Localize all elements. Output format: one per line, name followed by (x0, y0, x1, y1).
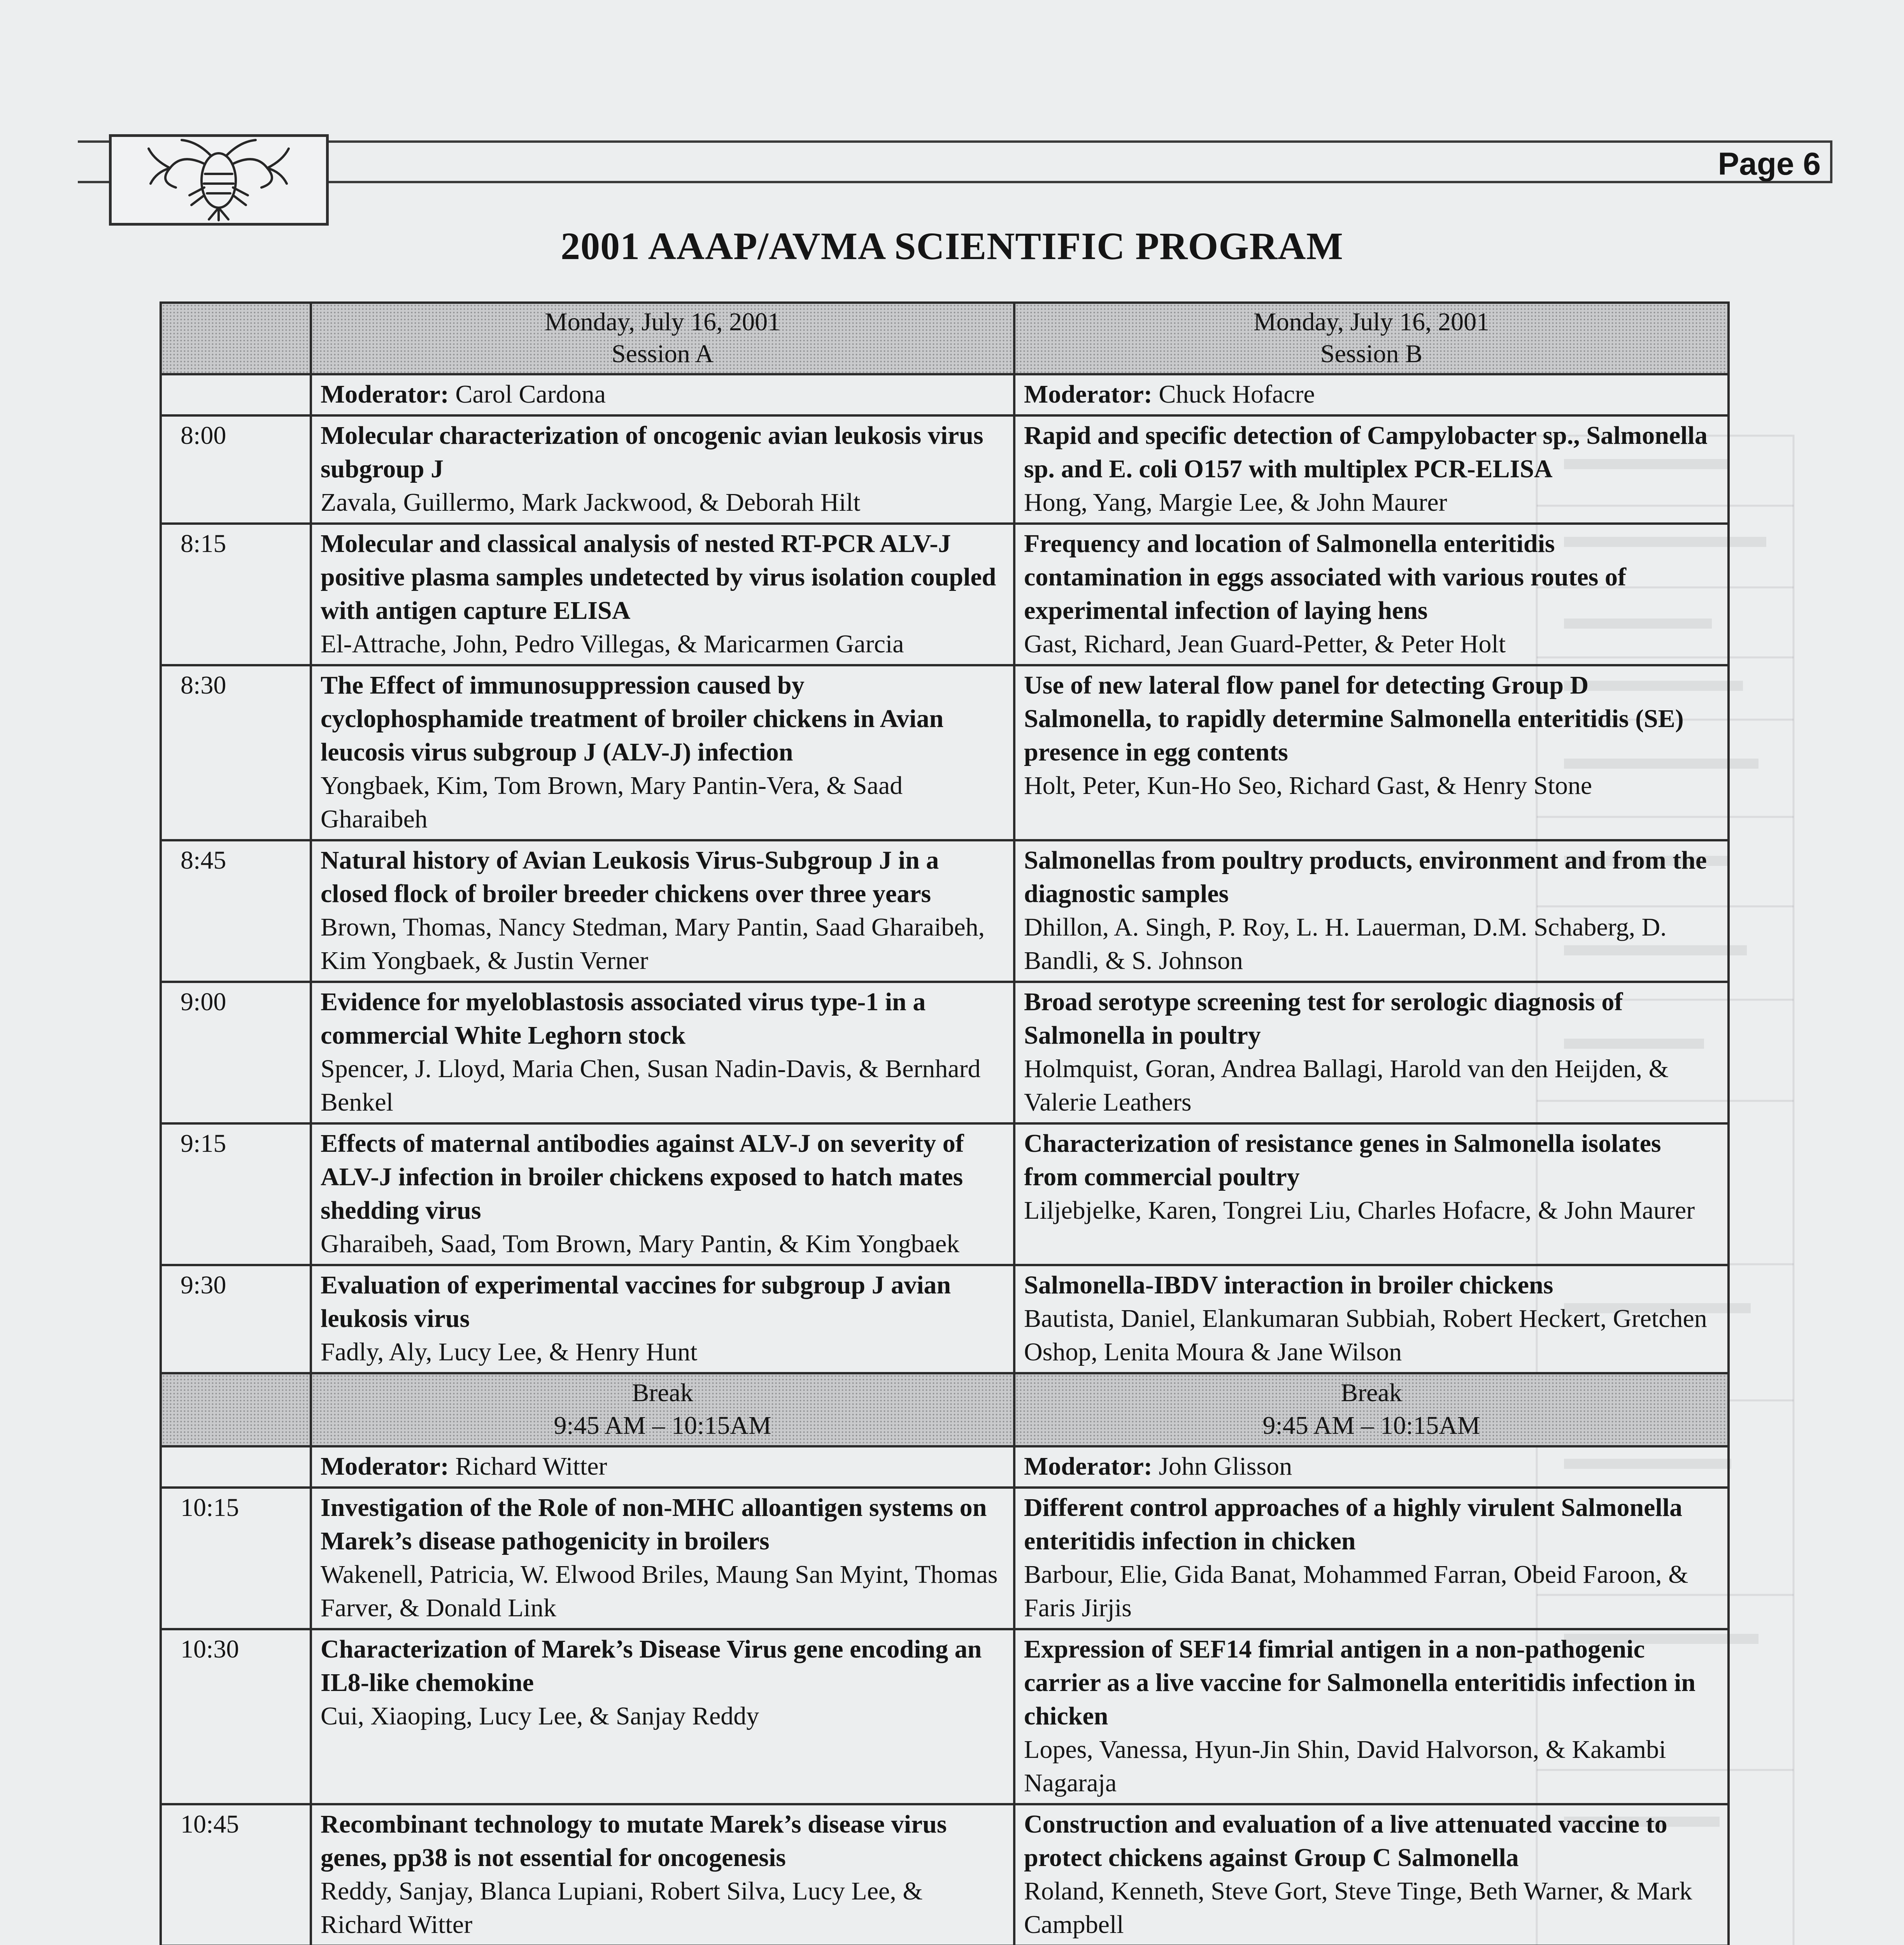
talk-authors: Dhillon, A. Singh, P. Roy, L. H. Lauerman, D.M. Schaberg, D. Bandli, & S. Johnson (1024, 913, 1667, 975)
moderator-b-cell (1014, 374, 1729, 415)
talk-title: Investigation of the Role of non-MHC alloantigen systems on Marek’s disease pathogenicity in broilers (321, 1493, 987, 1555)
session-b-talk (1014, 982, 1729, 1123)
talk-title: Molecular and classical analysis of nested RT-PCR ALV-J positive plasma samples undetected by virus isolation coupled with antigen capture ELISA (321, 529, 996, 625)
talk-title: Construction and evaluation of a live attenuated vaccine to protect chickens against Group C Salmonella (1024, 1810, 1667, 1872)
talk-authors: Fadly, Aly, Lucy Lee, & Henry Hunt (321, 1338, 698, 1366)
talk-title: Expression of SEF14 fimrial antigen in a non-pathogenic carrier as a live vaccine for Salmonella enteritidis infection in chicken (1024, 1635, 1696, 1730)
talk-title: Rapid and specific detection of Campylobacter sp., Salmonella sp. and E. coli O157 with multiplex PCR-ELISA (1024, 421, 1708, 483)
talk-row (161, 524, 1729, 665)
session-a-day: Monday, July 16, 2001 (544, 308, 781, 336)
talk-authors: Wakenell, Patricia, W. Elwood Briles, Maung San Myint, Thomas Farver, & Donald Link (321, 1560, 998, 1622)
session-header-row (161, 303, 1729, 374)
moderator-a-cell (311, 374, 1014, 415)
moderator-a-cell (311, 1446, 1014, 1488)
talk-title: Characterization of Marek’s Disease Virus gene encoding an IL8-like chemokine (321, 1635, 982, 1697)
talk-authors: Brown, Thomas, Nancy Stedman, Mary Pantin, Saad Gharaibeh, Kim Yongbaek, & Justin Verner (321, 913, 985, 975)
time-slot: 10:30 (161, 1629, 311, 1804)
talk-title: The Effect of immunosuppression caused by cyclophosphamide treatment of broiler chickens in Avian leucosis virus subgroup J (ALV-J) infection (321, 671, 944, 766)
talk-title: Characterization of resistance genes in Salmonella isolates from commercial poultry (1024, 1129, 1661, 1191)
talk-row (161, 1123, 1729, 1265)
moderator-label: Moderator: (321, 380, 449, 408)
talk-authors: Reddy, Sanjay, Blanca Lupiani, Robert Silva, Lucy Lee, & Richard Witter (321, 1877, 923, 1939)
talk-row (161, 840, 1729, 982)
talk-title: Recombinant technology to mutate Marek’s disease virus genes, pp38 is not essential for oncogenesis (321, 1810, 947, 1872)
talk-row (161, 982, 1729, 1123)
talk-authors: Cui, Xiaoping, Lucy Lee, & Sanjay Reddy (321, 1702, 759, 1730)
talk-row (161, 1804, 1729, 1945)
page-number: Page 6 (1718, 146, 1821, 182)
session-b-talk (1014, 524, 1729, 665)
talk-authors: Gast, Richard, Jean Guard-Petter, & Peter Holt (1024, 630, 1506, 658)
page-header (78, 134, 1832, 193)
talk-row (161, 1488, 1729, 1629)
break-label: Break (632, 1379, 693, 1407)
time-slot: 10:15 (161, 1488, 311, 1629)
talk-authors: Zavala, Guillermo, Mark Jackwood, & Deborah Hilt (321, 488, 861, 517)
moderator-a-name: Richard Witter (455, 1452, 607, 1481)
moderator-b-name: John Glisson (1159, 1452, 1292, 1481)
moderator-row (161, 1446, 1729, 1488)
session-b-talk (1014, 415, 1729, 524)
moderator-label: Moderator: (321, 1452, 449, 1481)
time-slot: 9:00 (161, 982, 311, 1123)
talk-row (161, 665, 1729, 840)
session-a-talk (311, 665, 1014, 840)
session-b-day: Monday, July 16, 2001 (1253, 308, 1490, 336)
logo-box (109, 134, 329, 226)
session-a-talk (311, 840, 1014, 982)
talk-title: Use of new lateral flow panel for detecting Group D Salmonella, to rapidly determine Salmonella enteritidis (SE) presence in egg contents (1024, 671, 1684, 766)
moderator-time-cell (161, 374, 311, 415)
time-slot: 10:45 (161, 1804, 311, 1945)
time-slot: 9:30 (161, 1265, 311, 1373)
talk-title: Different control approaches of a highly virulent Salmonella enteritidis infection in chicken (1024, 1493, 1683, 1555)
talk-authors: Holt, Peter, Kun-Ho Seo, Richard Gast, & Henry Stone (1024, 771, 1592, 800)
header-frame (78, 140, 1832, 183)
break-b-cell (1014, 1373, 1729, 1446)
break-a-cell (311, 1373, 1014, 1446)
session-a-talk (311, 1629, 1014, 1804)
session-b-talk (1014, 1123, 1729, 1265)
talk-row (161, 415, 1729, 524)
moderator-a-name: Carol Cardona (455, 380, 606, 408)
talk-authors: Barbour, Elie, Gida Banat, Mohammed Farran, Obeid Faroon, & Faris Jirjis (1024, 1560, 1688, 1622)
talk-title: Frequency and location of Salmonella enteritidis contamination in eggs associated with various routes of experimental infection of laying hens (1024, 529, 1626, 625)
talk-title: Natural history of Avian Leukosis Virus-Subgroup J in a closed flock of broiler breeder chickens over three years (321, 846, 939, 908)
time-slot: 8:00 (161, 415, 311, 524)
talk-authors: Gharaibeh, Saad, Tom Brown, Mary Pantin, & Kim Yongbaek (321, 1230, 960, 1258)
moderator-b-cell (1014, 1446, 1729, 1488)
time-slot: 9:15 (161, 1123, 311, 1265)
session-a-talk (311, 415, 1014, 524)
moderator-b-name: Chuck Hofacre (1159, 380, 1315, 408)
talk-row (161, 1265, 1729, 1373)
break-time-cell (161, 1373, 311, 1446)
session-a-talk (311, 982, 1014, 1123)
session-a-name: Session A (611, 340, 714, 368)
talk-authors: Hong, Yang, Margie Lee, & John Maurer (1024, 488, 1447, 517)
session-a-talk (311, 1265, 1014, 1373)
session-b-talk (1014, 1265, 1729, 1373)
talk-authors: Roland, Kenneth, Steve Gort, Steve Tinge, Beth Warner, & Mark Campbell (1024, 1877, 1692, 1939)
break-label: Break (1341, 1379, 1402, 1407)
talk-title: Effects of maternal antibodies against ALV-J on severity of ALV-J infection in broiler chickens exposed to hatch mates shedding virus (321, 1129, 964, 1225)
session-a-talk (311, 1488, 1014, 1629)
talk-title: Broad serotype screening test for serologic diagnosis of Salmonella in poultry (1024, 988, 1623, 1050)
talk-authors: Spencer, J. Lloyd, Maria Chen, Susan Nadin-Davis, & Bernhard Benkel (321, 1055, 981, 1116)
session-b-name: Session B (1320, 340, 1423, 368)
header-time-cell (161, 303, 311, 374)
talk-authors: Lopes, Vanessa, Hyun-Jin Shin, David Halvorson, & Kakambi Nagaraja (1024, 1735, 1666, 1797)
session-b-header (1014, 303, 1729, 374)
talk-title: Evidence for myeloblastosis associated virus type-1 in a commercial White Leghorn stock (321, 988, 926, 1050)
talk-authors: Yongbaek, Kim, Tom Brown, Mary Pantin-Vera, & Saad Gharaibeh (321, 771, 903, 833)
break-time: 9:45 AM – 10:15AM (554, 1411, 771, 1440)
break-time: 9:45 AM – 10:15AM (1262, 1411, 1480, 1440)
talk-title: Evaluation of experimental vaccines for subgroup J avian leukosis virus (321, 1271, 951, 1333)
program-title: 2001 AAAP/AVMA SCIENTIFIC PROGRAM (561, 224, 1343, 268)
talk-title: Salmonella-IBDV interaction in broiler chickens (1024, 1271, 1553, 1299)
session-b-talk (1014, 1629, 1729, 1804)
session-a-talk (311, 1804, 1014, 1945)
time-slot: 8:30 (161, 665, 311, 840)
talk-title: Salmonellas from poultry products, environment and from the diagnostic samples (1024, 846, 1707, 908)
moderator-row (161, 374, 1729, 415)
moderator-time-cell (161, 1446, 311, 1488)
talk-row (161, 1629, 1729, 1804)
session-a-talk (311, 524, 1014, 665)
talk-authors: El-Attrache, John, Pedro Villegas, & Maricarmen Garcia (321, 630, 904, 658)
talk-authors: Bautista, Daniel, Elankumaran Subbiah, Robert Heckert, Gretchen Oshop, Lenita Moura & Jane Wilson (1024, 1304, 1707, 1366)
talk-title: Molecular characterization of oncogenic avian leukosis virus subgroup J (321, 421, 984, 483)
moderator-label: Moderator: (1024, 1452, 1152, 1481)
session-b-talk (1014, 1488, 1729, 1629)
time-slot: 8:45 (161, 840, 311, 982)
session-a-header (311, 303, 1014, 374)
talk-authors: Holmquist, Goran, Andrea Ballagi, Harold van den Heijden, & Valerie Leathers (1024, 1055, 1669, 1116)
break-row (161, 1373, 1729, 1446)
session-a-talk (311, 1123, 1014, 1265)
moderator-label: Moderator: (1024, 380, 1152, 408)
talk-authors: Liljebjelke, Karen, Tongrei Liu, Charles Hofacre, & John Maurer (1024, 1196, 1695, 1225)
program-table (160, 301, 1730, 1945)
session-b-talk (1014, 840, 1729, 982)
time-slot: 8:15 (161, 524, 311, 665)
session-b-talk (1014, 665, 1729, 840)
lobster-logo-icon (112, 137, 326, 223)
session-b-talk (1014, 1804, 1729, 1945)
